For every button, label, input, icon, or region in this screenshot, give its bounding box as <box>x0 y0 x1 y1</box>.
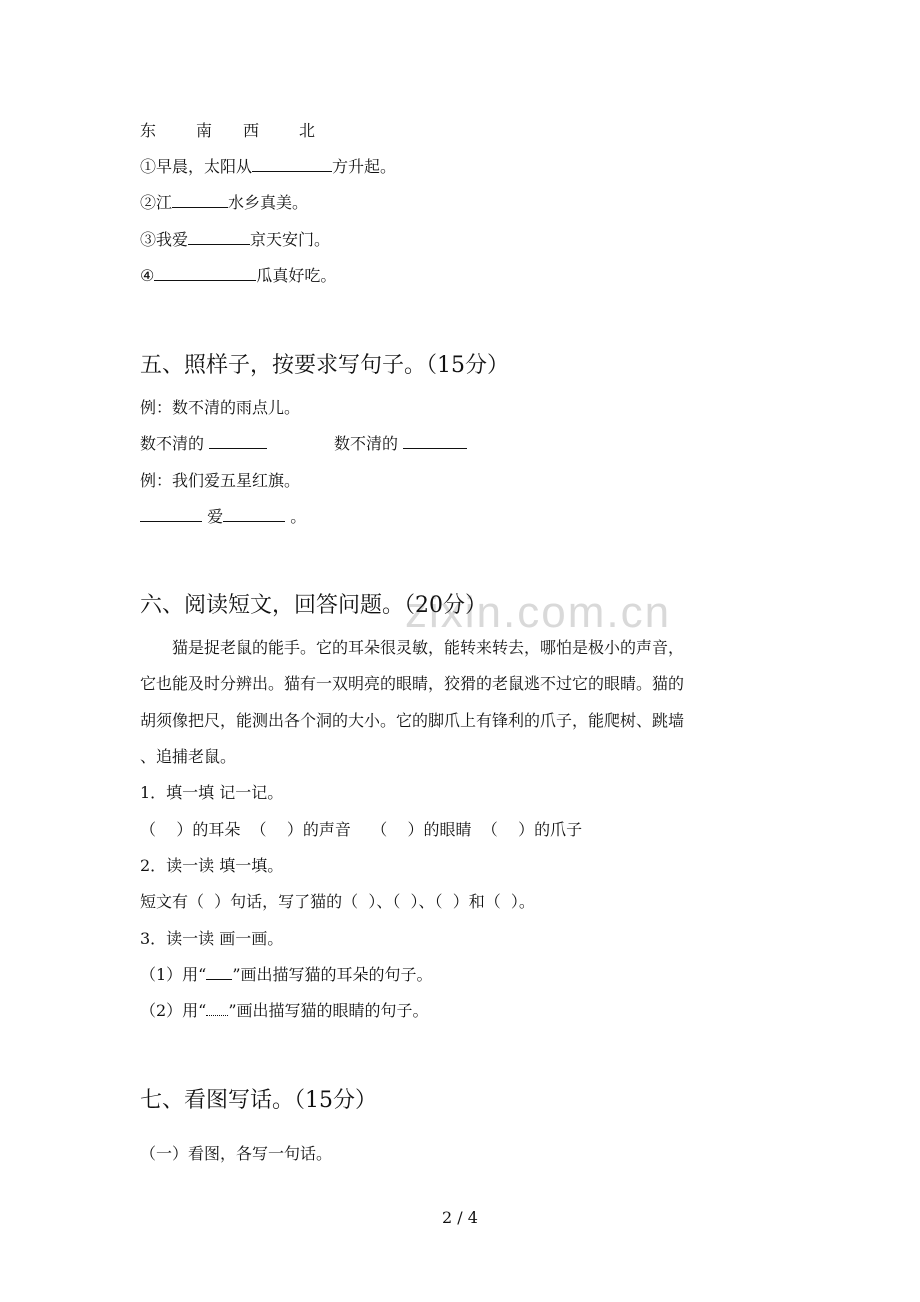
fill-item-2-post: 水乡真美。 <box>228 193 309 212</box>
fill-row-1b-label: 数不清的 <box>334 434 399 453</box>
section-7-title: 七、看图写话。（15分） <box>140 1088 377 1113</box>
fill-item-3-post: 京天安门。 <box>250 230 331 249</box>
fill-row-1b <box>334 434 467 454</box>
question-3-a <box>140 965 433 985</box>
fill-item-4 <box>140 266 336 286</box>
fill-item-2 <box>140 193 308 213</box>
section-7-sub: （一）看图，各写一句话。 <box>140 1144 333 1163</box>
page-number: 2 / 4 <box>442 1208 478 1227</box>
fill-item-1 <box>140 157 396 177</box>
question-1-answers: （ ）的耳朵 （ ）的声音 （ ）的眼睛 （ ）的爪子 <box>140 820 583 839</box>
answer-blank[interactable] <box>223 507 285 522</box>
answer-blank[interactable] <box>252 157 332 172</box>
question-1: 1．填一填 记一记。 <box>140 783 284 802</box>
section-5-title: 五、照样子，按要求写句子。（15分） <box>140 353 509 378</box>
fill-item-4-pre: ④ <box>140 266 155 285</box>
fill-row-2-mid: 爱 <box>207 507 224 526</box>
question-2: 2．读一读 填一填。 <box>140 856 284 875</box>
example-1: 例：数不清的雨点儿。 <box>140 398 301 417</box>
fill-row-2-end: 。 <box>290 507 307 526</box>
passage-line-1: 猫是捉老鼠的能手。它的耳朵很灵敏，能转来转去，哪怕是极小的声音， <box>172 638 685 657</box>
straight-line-mark <box>206 965 232 980</box>
example-2: 例：我们爱五星红旗。 <box>140 471 301 490</box>
fill-item-3-pre: ③我爱 <box>140 230 189 249</box>
question-3-b <box>140 1001 429 1021</box>
passage-line-3: 胡须像把尺，能测出各个洞的大小。它的脚爪上有锋利的爪子，能爬树、跳墙 <box>140 711 685 730</box>
question-3-b-post: ”画出描写猫的眼睛的句子。 <box>228 1001 429 1020</box>
watermark: zixin.com.cn <box>405 588 672 637</box>
question-3-a-pre: （1）用“ <box>140 965 207 984</box>
fill-item-3 <box>140 230 330 250</box>
question-2-answers: 短文有（ ）句话，写了猫的（ ）、（ ）、（ ）和（ ）。 <box>140 892 535 911</box>
answer-blank[interactable] <box>403 434 467 449</box>
fill-row-2 <box>140 507 306 527</box>
answer-blank[interactable] <box>140 507 202 522</box>
answer-blank[interactable] <box>209 434 267 449</box>
answer-blank[interactable] <box>188 230 250 245</box>
section-6-title: 六、阅读短文，回答问题。（20分） <box>140 593 487 618</box>
question-3-b-pre: （2）用“ <box>140 1001 207 1020</box>
answer-blank[interactable] <box>154 266 256 281</box>
fill-row-1a <box>140 434 267 454</box>
question-3-a-post: ”画出描写猫的耳朵的句子。 <box>232 965 433 984</box>
fill-item-1-pre: ①早晨，太阳从 <box>140 157 253 176</box>
fill-row-1a-label: 数不清的 <box>140 434 205 453</box>
fill-item-4-post: 瓜真好吃。 <box>256 266 337 285</box>
wavy-line-mark <box>206 1001 228 1016</box>
question-3: 3．读一读 画一画。 <box>140 929 284 948</box>
direction-nan: 南 <box>196 121 213 140</box>
passage-line-2: 它也能及时分辨出。猫有一双明亮的眼睛，狡猾的老鼠逃不过它的眼睛。猫的 <box>140 674 685 693</box>
fill-item-1-post: 方升起。 <box>332 157 397 176</box>
passage-line-4: 、追捕老鼠。 <box>140 747 237 766</box>
direction-dong: 东 <box>140 121 157 140</box>
direction-xi: 西 <box>243 121 260 140</box>
fill-item-2-pre: ②江 <box>140 193 173 212</box>
direction-bei: 北 <box>299 121 316 140</box>
answer-blank[interactable] <box>172 193 228 208</box>
